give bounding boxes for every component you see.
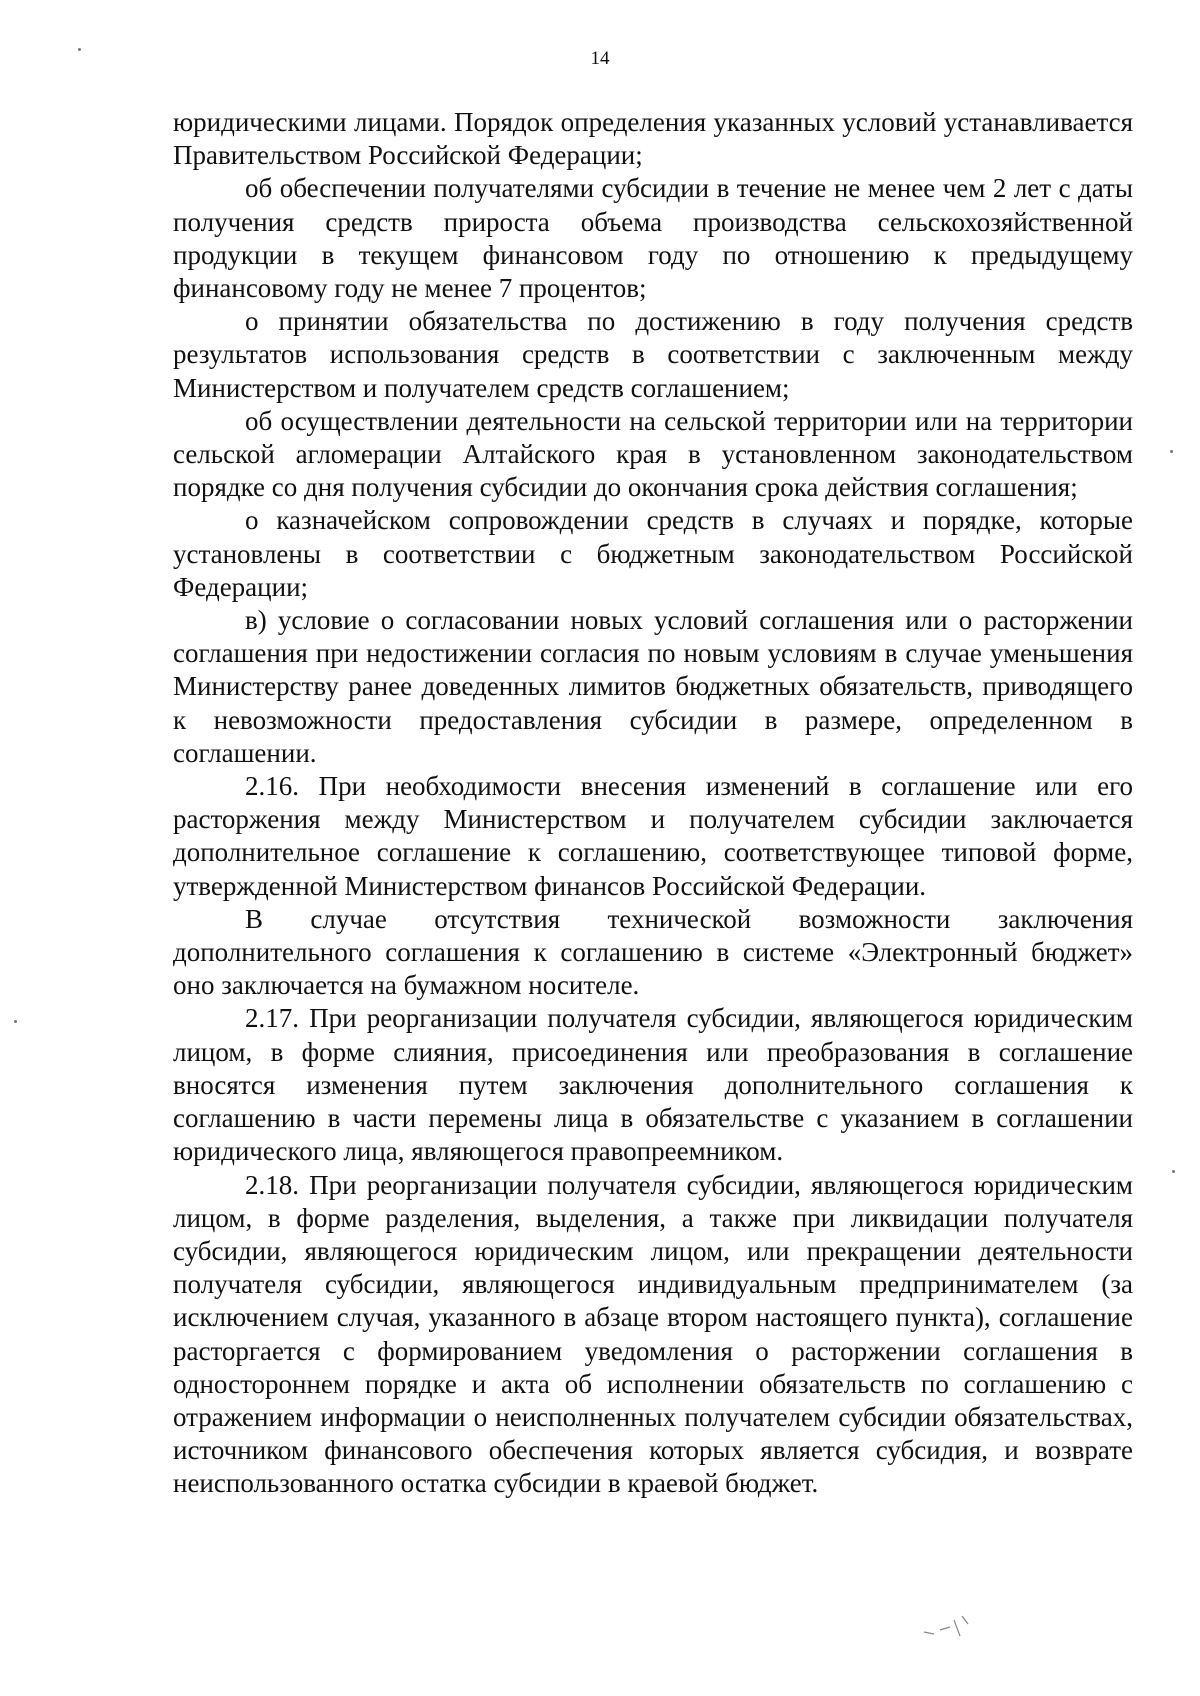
paragraph-production-growth: об обеспечении получателями субсидии в течение не менее чем 2 лет с даты получения средств прироста объема производства сельскохозяйственной продукции в текущем финансовом году по отношению к предыдущему финансовому году не менее 7 процентов; [173,173,1133,304]
paragraph-continuation: юридическими лицами. Порядок определения указанных условий устанавливается Правительством Российской Федерации; [173,107,1133,171]
scan-scribble [920,1610,980,1640]
scan-speck [1172,1170,1175,1173]
scan-speck [1170,450,1173,453]
paragraph-2-18: 2.18. При реорганизации получателя субсидии, являющегося юридическим лицом, в форме разделения, выделения, а также при ликвидации получателя субсидии, являющегося юридическим лицом, или прекращении деятельности получателя субсидии, являющегося индивидуальным предпринимателем (за исключением случая, указанного в абзаце втором настоящего пункта), соглашение расторгается с формированием уведомления о расторжении соглашения в одностороннем порядке и акта об исполнении обязательств по соглашению с отражением информации о неисполненных получателем субсидии обязательствах, источником финансового обеспечения которых является субсидия, и возврате неиспользованного остатка субсидии в краевой бюджет. [173,1169,1133,1499]
paragraph-new-conditions: в) условие о согласовании новых условий соглашения или о расторжении соглашения при недостижении согласия по новым условиям в случае уменьшения Министерству ранее доведенных лимитов бюджетных обязательств, приводящего к невозможности предоставления субсидии в размере, определенном в соглашении. [173,605,1133,768]
paragraph-electronic-budget: В случае отсутствия технической возможности заключения дополнительного соглашения к соглашению в системе «Электронный бюджет» оно заключается на бумажном носителе. [173,903,1133,1001]
scan-speck [14,1020,17,1023]
document-body [173,106,1133,1501]
scan-speck [78,48,81,51]
paragraph-2-17: 2.17. При реорганизации получателя субсидии, являющегося юридическим лицом, в форме слияния, присоединения или преобразования в соглашение вносятся изменения путем заключения дополнительного соглашения к соглашению в части перемены лица в обязательстве с указанием в соглашении юридического лица, являющегося правопреемником. [173,1003,1133,1167]
paragraph-results-obligation: о принятии обязательства по достижению в году получения средств результатов использования средств в соответствии с заключенным между Министерством и получателем средств соглашением; [173,306,1133,403]
page-number: 14 [590,48,610,69]
paragraph-2-16: 2.16. При необходимости внесения изменений в соглашение или его расторжения между Министерством и получателем субсидии заключается дополнительное соглашение к соглашению, соответствующее типовой форме, утвержденной Министерством финансов Российской Федерации. [173,771,1133,901]
paragraph-treasury-support: о казначейском сопровождении средств в случаях и порядке, которые установлены в соответствии с бюджетным законодательством Российской Федерации; [173,505,1133,602]
paragraph-rural-territory: об осуществлении деятельности на сельской территории или на территории сельской агломерации Алтайского края в установленном законодательством порядке со дня получения субсидии до окончания срока действия соглашения; [173,405,1133,503]
